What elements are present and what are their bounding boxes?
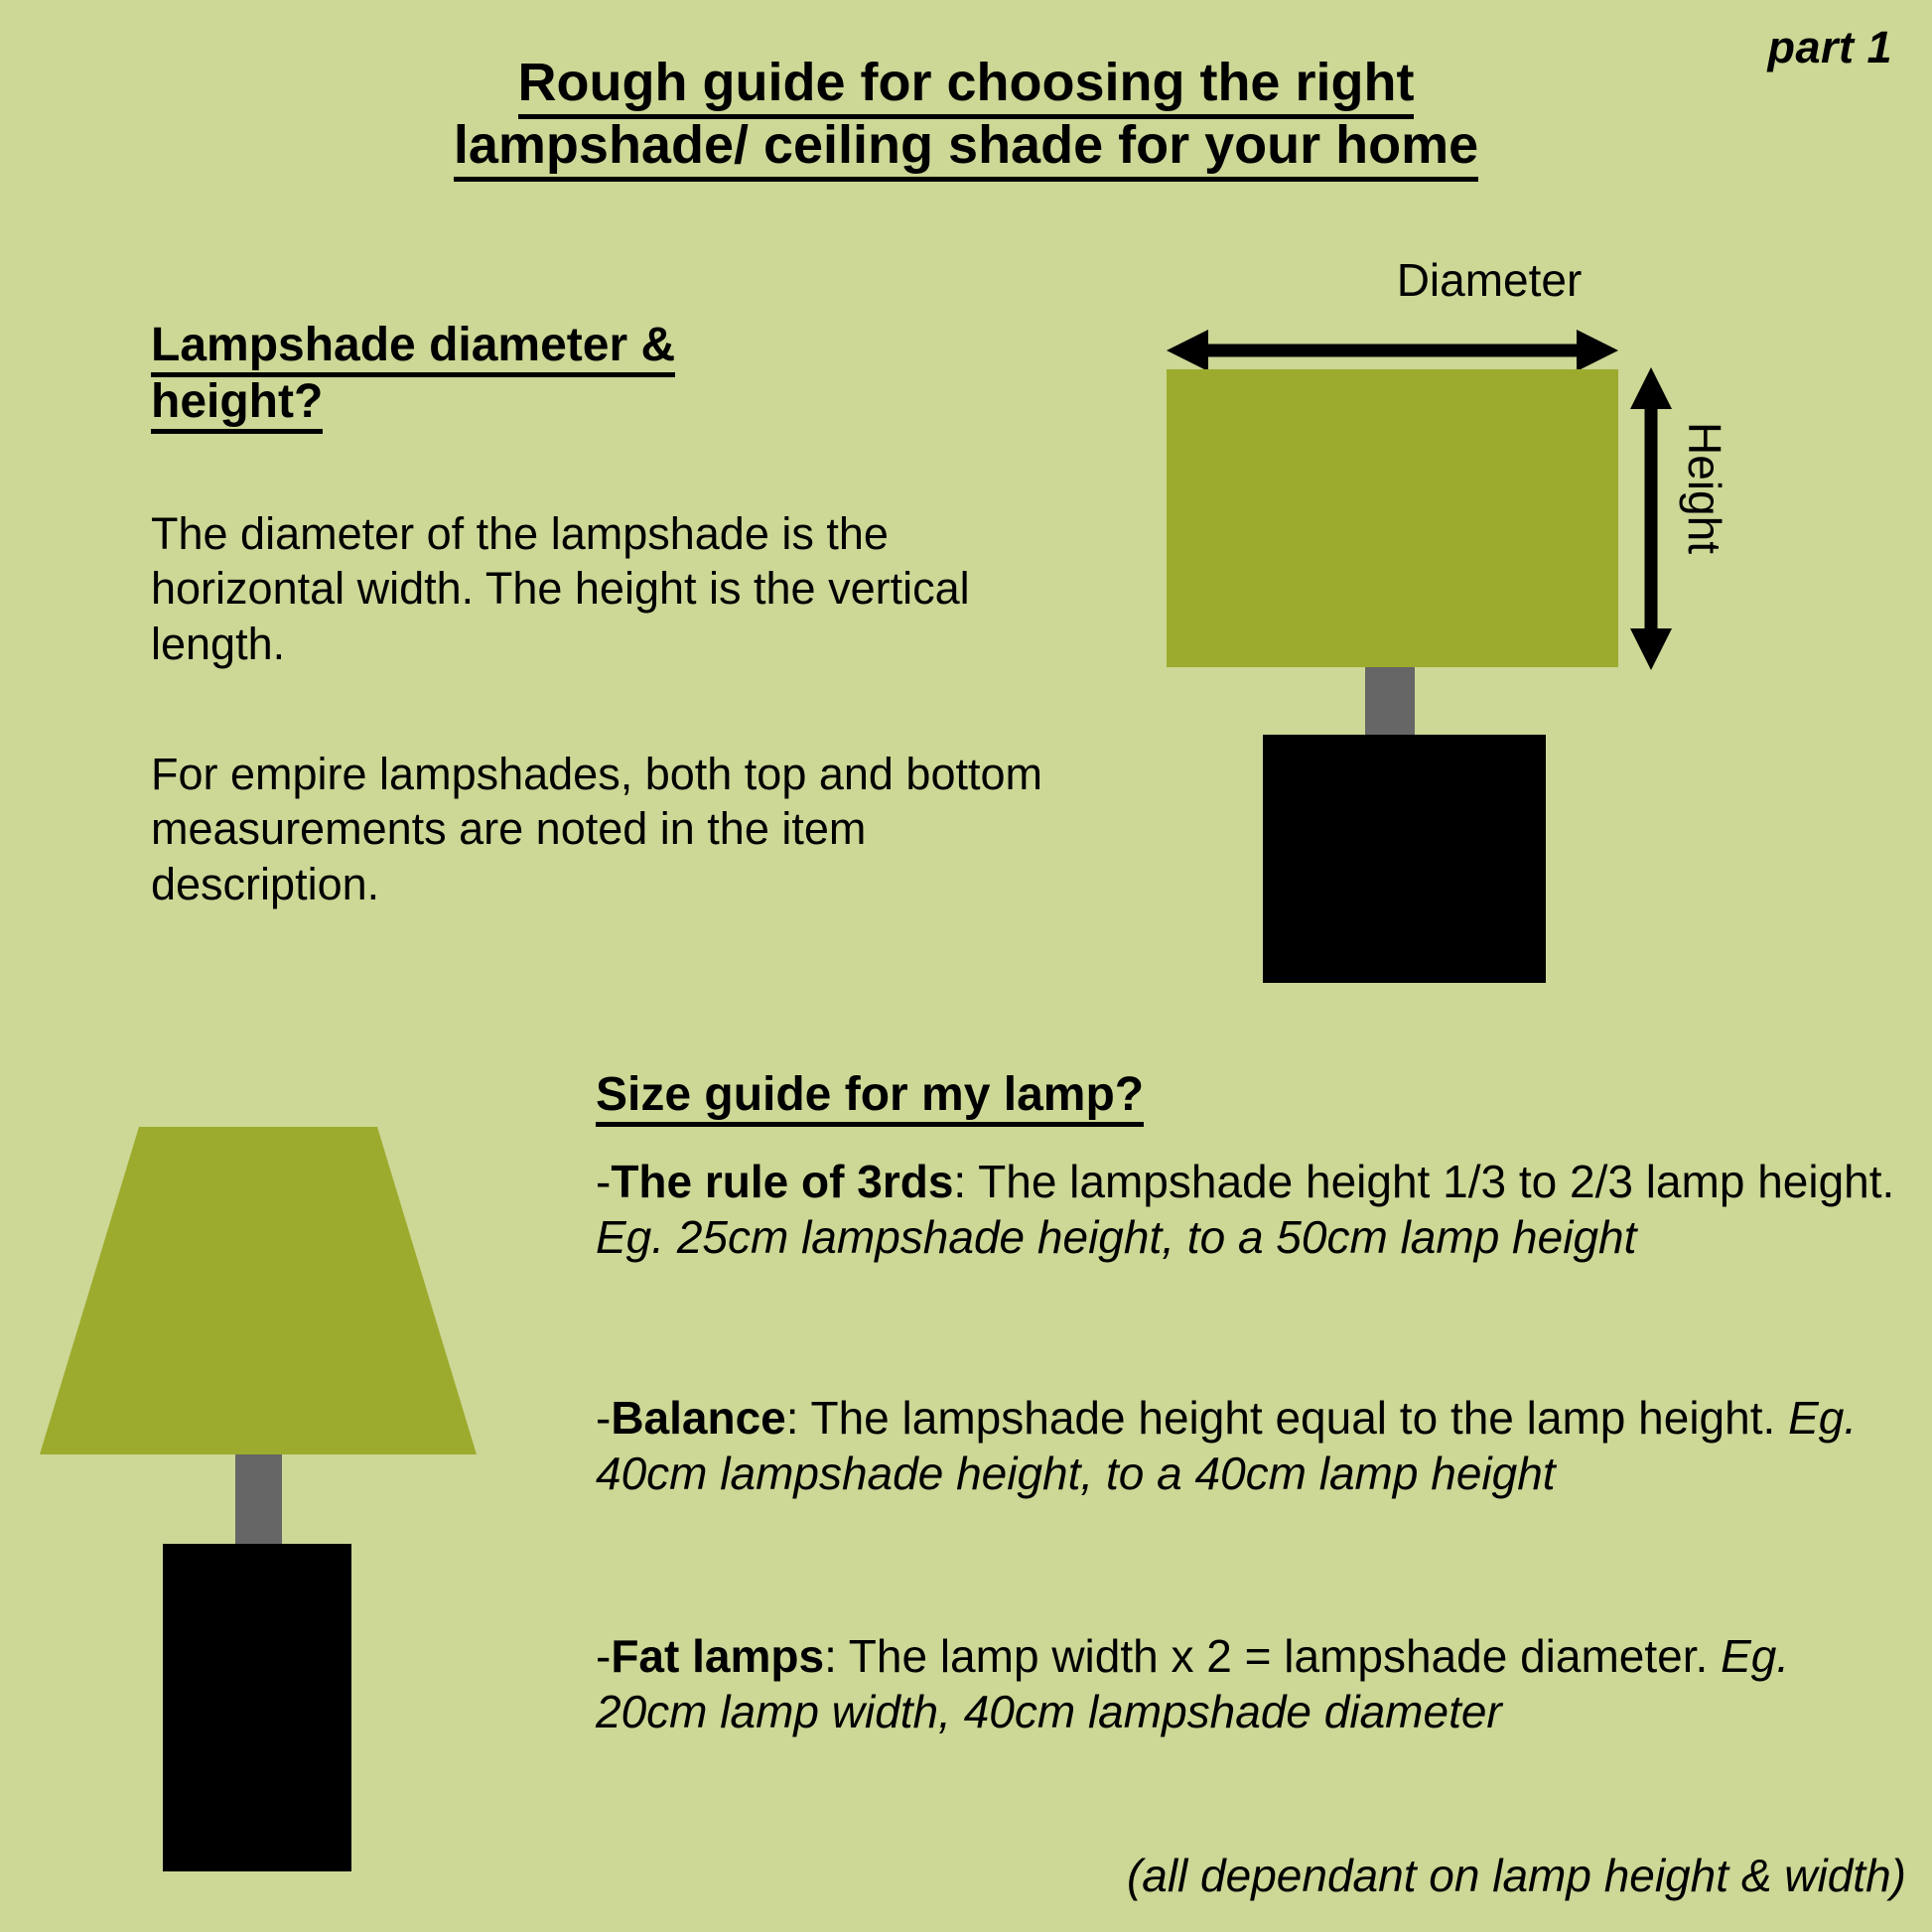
size-guide-note: (all dependant on lamp height & width) (1126, 1850, 1906, 1901)
lampshade-diameter-height-heading-text: Lampshade diameter & height? (151, 319, 675, 434)
guide-item-fat-lamps (596, 1628, 1906, 1739)
lamp-base-shape-2 (163, 1544, 351, 1871)
lamp-neck-shape-2 (235, 1454, 282, 1549)
guide-dash-3: - (596, 1630, 612, 1682)
part-label: part 1 (1767, 22, 1892, 72)
lampshade-measurement-diagram (1122, 253, 1886, 998)
page-title-line-1: Rough guide for choosing the right (518, 53, 1415, 119)
empire-lampshade-paragraph: For empire lampshades, both top and bottom measurements are noted in the item description. (151, 749, 1043, 909)
guide-example-1: Eg. 25cm lampshade height, to a 50cm lamp height (596, 1211, 1637, 1264)
guide-example-2: Eg. 40cm lampshade height, to a 40cm lamp height (596, 1392, 1858, 1500)
diameter-label: Diameter (1396, 254, 1583, 306)
rectangular-lampshade-shape (1167, 369, 1618, 667)
guide-dash-2: - (596, 1392, 612, 1444)
page-title (0, 52, 1932, 176)
guide-term-1: The rule of 3rds (611, 1156, 954, 1207)
guide-item-rule-of-thirds (596, 1154, 1906, 1265)
diameter-explanation-paragraph: The diameter of the lampshade is the horizontal width. The height is the vertical length. (151, 508, 970, 669)
diameter-arrow-icon (1167, 328, 1618, 373)
size-guide-heading-text: Size guide for my lamp? (596, 1068, 1144, 1127)
guide-text-1: : The lampshade height 1/3 to 2/3 lamp height. (953, 1156, 1895, 1207)
lamp-neck-shape (1365, 667, 1415, 739)
lamp-base-shape (1263, 735, 1546, 983)
guide-term-3: Fat lamps (611, 1630, 825, 1682)
guide-dash-1: - (596, 1156, 612, 1207)
guide-term-2: Balance (611, 1392, 786, 1444)
size-guide-heading (596, 1067, 1390, 1124)
tapered-lampshade-shape (30, 1127, 556, 1454)
guide-item-balance (596, 1390, 1906, 1501)
guide-example-3: Eg. 20cm lamp width, 40cm lampshade diameter (596, 1630, 1790, 1738)
page-title-line-2: lampshade/ ceiling shade for your home (454, 115, 1478, 182)
height-arrow-icon (1628, 367, 1674, 670)
height-label: Height (1679, 422, 1730, 554)
lampshade-diameter-height-heading (151, 318, 846, 430)
empire-lamp-illustration (30, 1127, 586, 1901)
guide-text-3: : The lamp width x 2 = lampshade diameter. (824, 1630, 1722, 1682)
guide-text-2: : The lampshade height equal to the lamp height. (785, 1392, 1789, 1444)
